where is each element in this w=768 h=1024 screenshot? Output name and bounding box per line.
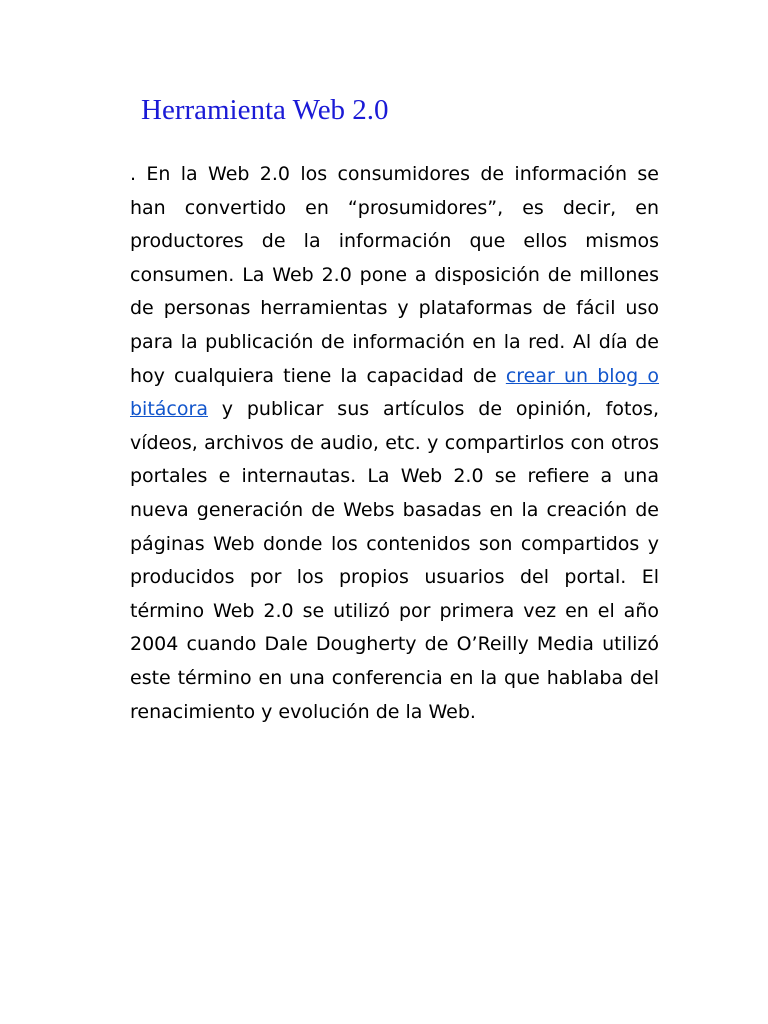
blog-link[interactable]: crear un blog o bitácora <box>130 364 660 421</box>
paragraph-text-before-link: . En la Web 2.0 los consumidores de información se han convertido en “prosumidores”, es decir, en productores de la información que ellos mismos consumen. La Web 2.0 pone a disposición de millones de personas herramientas y plataformas de fácil uso para la publicación de información en la red. Al día de hoy cualquiera tiene la capacidad de <box>130 163 659 387</box>
paragraph-text-after-link: y publicar sus artículos de opinión, fotos, vídeos, archivos de audio, etc. y compartirlos con otros portales e internautas. La Web 2.0 se refiere a una nueva generación de Webs basadas en la creación de páginas Web donde los contenidos son compartidos y producidos por los propios usuarios del portal. El término Web 2.0 se utilizó por primera vez en el año 2004 cuando Dale Dougherty de O’Reilly Media utilizó este término en una conferencia en la que hablaba del renacimiento y evolución de la Web. <box>130 398 659 723</box>
body-paragraph <box>130 158 659 729</box>
document-title: Herramienta Web 2.0 <box>141 94 389 126</box>
